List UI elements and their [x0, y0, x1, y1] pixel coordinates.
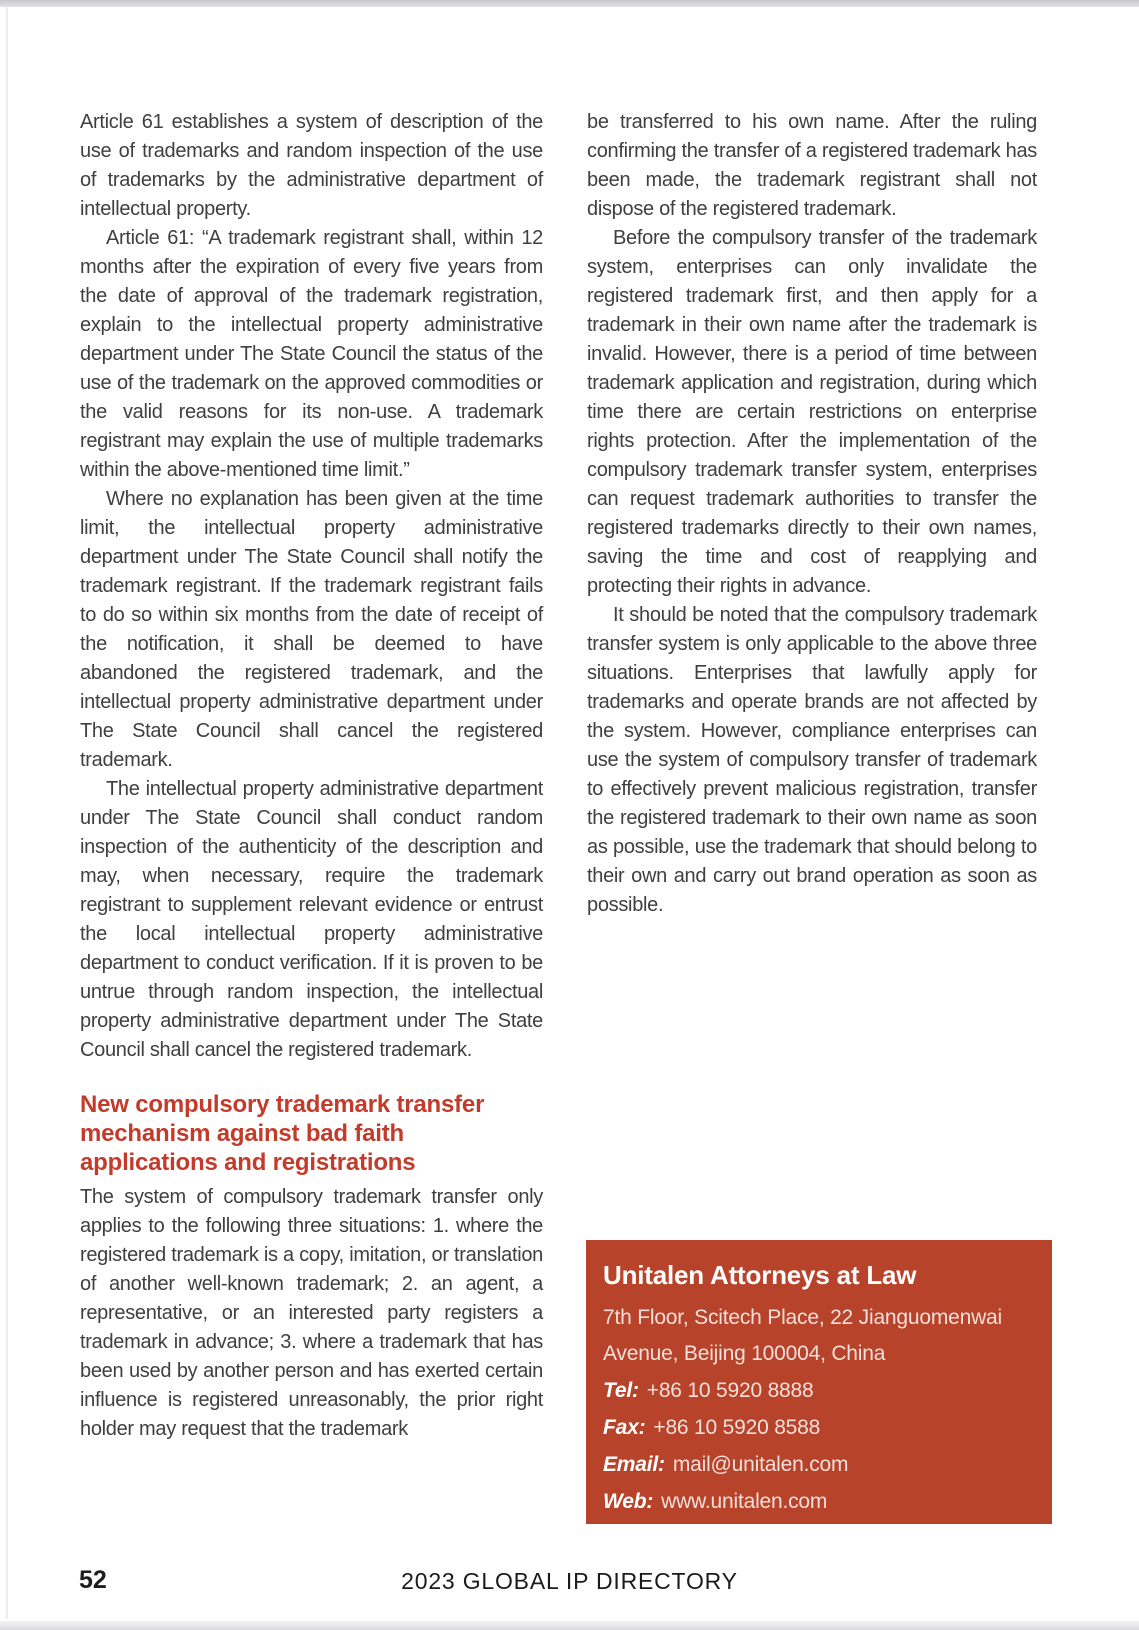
paragraph: Article 61: “A trademark registrant shall, within 12 months after the expiration of every five years from the date of approval of the trademark registration, explain to the intellectual property administrative department under The State Council the status of the use of the trademark on the approved commodities or the valid reasons for its non-use. A trademark registrant may explain the use of multiple trademarks within the above-mentioned time limit.” — [80, 227, 543, 481]
fax-value: +86 10 5920 8588 — [653, 1416, 821, 1439]
tel-label: Tel: — [603, 1379, 639, 1402]
contact-row-web — [603, 1483, 1044, 1520]
page-number: 52 — [79, 1566, 107, 1594]
contact-row-fax — [603, 1409, 1044, 1446]
contact-row-tel — [603, 1372, 1044, 1409]
web-value: www.unitalen.com — [661, 1490, 828, 1513]
email-value: mail@unitalen.com — [672, 1453, 849, 1476]
paragraph: The system of compulsory trademark transfer only applies to the following three situations: 1. where the registered trademark is a copy, imitation, or translation of another well-known trademark; 2. an agent, a representative, or an interested party registers a trademark in advance; 3. where a trademark that has been used by another person and has exerted certain influence is registered unreasonably, the prior right holder may request that the trademark — [80, 1186, 543, 1440]
article-left-column — [80, 108, 543, 1444]
page-bottom-edge — [0, 1621, 1139, 1630]
paragraph: Article 61 establishes a system of description of the use of trademarks and random inspection of the use of trademarks by the administrative department of intellectual property. — [80, 111, 543, 220]
paragraph: The intellectual property administrative department under The State Council shall conduct random inspection of the authenticity of the description and may, when necessary, require the trademark registrant to supplement relevant evidence or entrust the local intellectual property administrative department to conduct verification. If it is proven to be untrue through random inspection, the intellectual property administrative department under The State Council shall cancel the registered trademark. — [80, 778, 543, 1061]
paragraph: It should be noted that the compulsory trademark transfer system is only applicable to the above three situations. Enterprises that lawfully apply for trademarks and operate brands are not affected by the system. However, compliance enterprises can use the system of compulsory transfer of trademark to effectively prevent malicious registration, transfer the registered trademark to their own name as soon as possible, use the trademark that should belong to their own and carry out brand operation as soon as possible. — [587, 604, 1037, 916]
firm-address-line: Avenue, Beijing 100004, China — [603, 1342, 886, 1365]
section-heading — [80, 1090, 543, 1177]
fax-label: Fax: — [603, 1416, 646, 1439]
email-label: Email: — [603, 1453, 665, 1476]
web-label: Web: — [603, 1490, 654, 1513]
firm-name: Unitalen Attorneys at Law — [603, 1260, 917, 1290]
section-heading-line: mechanism against bad faith — [80, 1120, 405, 1147]
page-top-edge — [0, 0, 1139, 7]
page-left-edge — [6, 7, 8, 1619]
paragraph: be transferred to his own name. After the ruling confirming the transfer of a registered trademark has been made, the trademark registrant shall not dispose of the registered trademark. — [587, 111, 1037, 220]
contact-card — [586, 1240, 1052, 1524]
contact-row-email — [603, 1446, 1044, 1483]
tel-value: +86 10 5920 8888 — [646, 1379, 814, 1402]
article-right-column — [587, 108, 1037, 920]
paragraph: Where no explanation has been given at the time limit, the intellectual property administrative department under The State Council shall notify the trademark registrant. If the trademark registrant fails to do so within six months from the date of receipt of the notification, it shall be deemed to have abandoned the registered trademark, and the intellectual property administrative department under The State Council shall cancel the registered trademark. — [80, 488, 543, 771]
section-heading-line: applications and registrations — [80, 1149, 416, 1176]
section-heading-line: New compulsory trademark transfer — [80, 1091, 485, 1118]
firm-address-line: 7th Floor, Scitech Place, 22 Jianguomenwai — [603, 1306, 1002, 1329]
footer-title: 2023 GLOBAL IP DIRECTORY — [401, 1568, 738, 1594]
paragraph: Before the compulsory transfer of the trademark system, enterprises can only invalidate the registered trademark first, and then apply for a trademark in their own name after the trademark is invalid. However, there is a period of time between trademark application and registration, during which time there are certain restrictions on enterprise rights protection. After the implementation of the compulsory trademark transfer system, enterprises can request trademark authorities to transfer the registered trademarks directly to their own names, saving the time and cost of reapplying and protecting their rights in advance. — [587, 227, 1037, 597]
